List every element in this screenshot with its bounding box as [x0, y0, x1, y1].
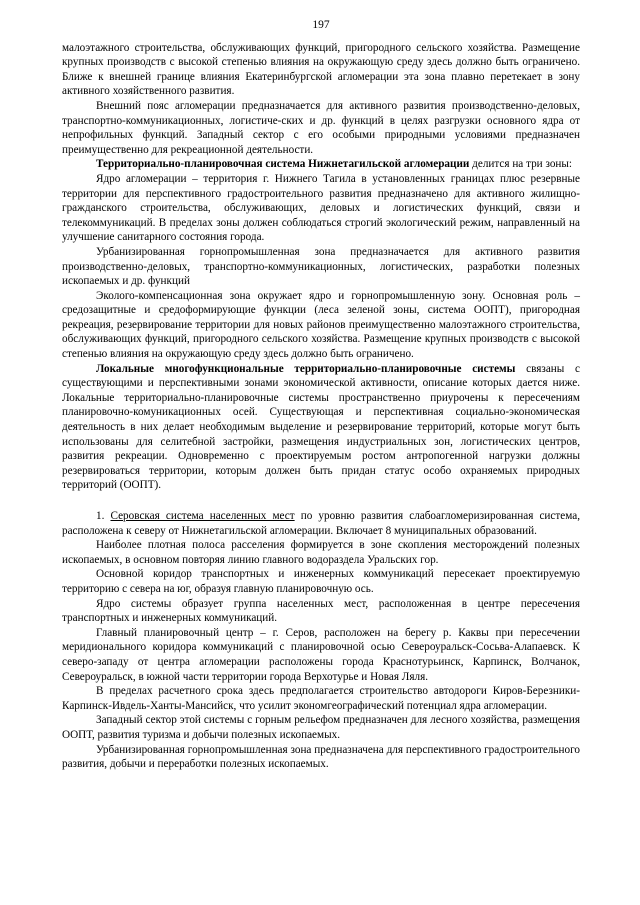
paragraph-text: Основной коридор транспортных и инженерных коммуникаций пересекает проектируемую территорию с севера на юг, образуя главную планировочную ось. — [62, 568, 580, 595]
paragraph-text: 1. — [96, 510, 111, 522]
paragraph-text: делится на три зоны: — [469, 158, 573, 171]
paragraph — [62, 713, 580, 742]
paragraph-text: Западный сектор этой системы с горным рельефом предназначен для лесного хозяйства, размещения ООПТ, развития туризма и добычи полезных ископаемых. — [62, 714, 580, 741]
paragraph — [62, 362, 580, 493]
paragraph-text: В пределах расчетного срока здесь предполагается строительство автодороги Киров-Березники-Карпинск-Ивдель-Ханты-Мансийск, что усилит экономгеографический потенциал ядра агломерации. — [62, 685, 580, 712]
underlined-heading-text: Серовская система населенных мест — [110, 510, 295, 522]
paragraph — [62, 538, 580, 567]
paragraph — [62, 684, 580, 713]
paragraph-text: Урбанизированная горнопромышленная зона предназначена для перспективного градостроительного развития, добычи и переработки полезных ископаемых. — [62, 743, 580, 771]
section-gap — [62, 493, 580, 509]
paragraph — [62, 157, 580, 172]
paragraph — [62, 41, 580, 99]
paragraph — [62, 289, 580, 362]
paragraph — [62, 626, 580, 684]
paragraph-text: Главный планировочный центр – г. Серов, расположен на берегу р. Каквы при пересечении меридионального коридора коммуникаций с планировочной осью Североуральск-Сосьва-Алапаевск. К северо-западу от центра агломерации расположены города Краснотурьинск, Карпинск, Волчанок, Североуральск, в южной части территории города Верхотурье и Новая Ляля. — [62, 626, 580, 683]
paragraph-text: Ядро агломерации – территория г. Нижнего Тагила в установленных границах плюс резервные территории для перспективного градостроительного развития предназначено для активного жилищно-гражданского строительства, обслуживающих, деловых и логистических функций, связи и телекоммуникаций. В пределах зоны должен соблюдаться строгий экологический режим, направленный на улучшение санитарного состояния города. — [62, 172, 580, 244]
paragraph-text: Урбанизированная горнопромышленная зона предназначается для активного развития производственно-деловых, транспортно-коммуникационных, логистических, разработки полезных ископаемых и др. функций — [62, 245, 580, 288]
paragraph-text: Внешний пояс агломерации предназначается для активного развития производственно-деловых, транспортно-коммуникационных, логистиче-ских и др. функций в целях разгрузки основного ядра от непрофильных функций. Западный сектор с его особыми природными условиями предназначен преимущественно для рекреационной деятельности. — [62, 99, 580, 156]
paragraph-text: Ядро системы образует группа населенных мест, расположенная в центре пересечения транспортных и инженерных коммуникаций. — [62, 597, 580, 625]
paragraph — [62, 245, 580, 289]
paragraph — [62, 172, 580, 245]
bold-heading-text: Локальные многофункциональные территориально-планировочные системы — [96, 362, 516, 375]
paragraph — [62, 567, 580, 596]
paragraph-text: связаны с существующими и перспективными зонами экономической активности, описание которых дается ниже. Локальные территориально-планировочные системы пространственно приурочены к пересечениям планировочно-комуникационных осей. Существующая и перспективная социально-экономическая деятельность в них делает необходимым выделение и резервирование территорий, которые могут быть использованы для селитебной застройки, размещения индустриальных зон, логистических центров, развития рекреации. Одновременно с проектируемым ростом антропогенной нагрузки должны резервироваться территории, которым должен быть придан статус особо охраняемых природных территорий (ООПТ). — [62, 362, 580, 492]
paragraph — [62, 743, 580, 772]
document-page — [62, 18, 580, 772]
paragraph-text: по уровню развития слабоагломеризированная система, расположена к северу от Нижнетагильской агломерации. Включает 8 муниципальных образований. — [62, 510, 581, 537]
paragraph — [62, 509, 580, 538]
paragraph-text: Наиболее плотная полоса расселения формируется в зоне скопления месторождений полезных ископаемых, в основном повторяя линию главного водораздела Уральских гор. — [62, 539, 580, 566]
page-number: 197 — [312, 19, 330, 31]
paragraph-text: Эколого-компенсационная зона окружает ядро и горнопромышленную зону. Основная роль – средозащитные и средоформирующие функции (леса зеленой зоны, система ООПТ), пригородная рекреация, резервирование территории для новых районов преимущественно малоэтажного строительства, обслуживающих функций, пригородного сельского хозяйства. Размещение крупных производств с высокой степенью влияния на окружающую среду здесь должно быть ограничено. — [62, 289, 580, 361]
paragraph — [62, 99, 580, 157]
paragraph-text: малоэтажного строительства, обслуживающих функций, пригородного сельского хозяйства. Размещение крупных производств с высокой степенью влияния на окружающую среду здесь должно быть ограничено. Ближе к внешней границе влияния Екатеринбургской агломерации эта зона плавно перетекает в зону активного хозяйственного развития. — [62, 41, 580, 98]
paragraph — [62, 597, 580, 626]
document-body — [62, 41, 580, 772]
bold-heading-text: Территориально-планировочная система Нижнетагильской агломерации — [96, 158, 470, 171]
